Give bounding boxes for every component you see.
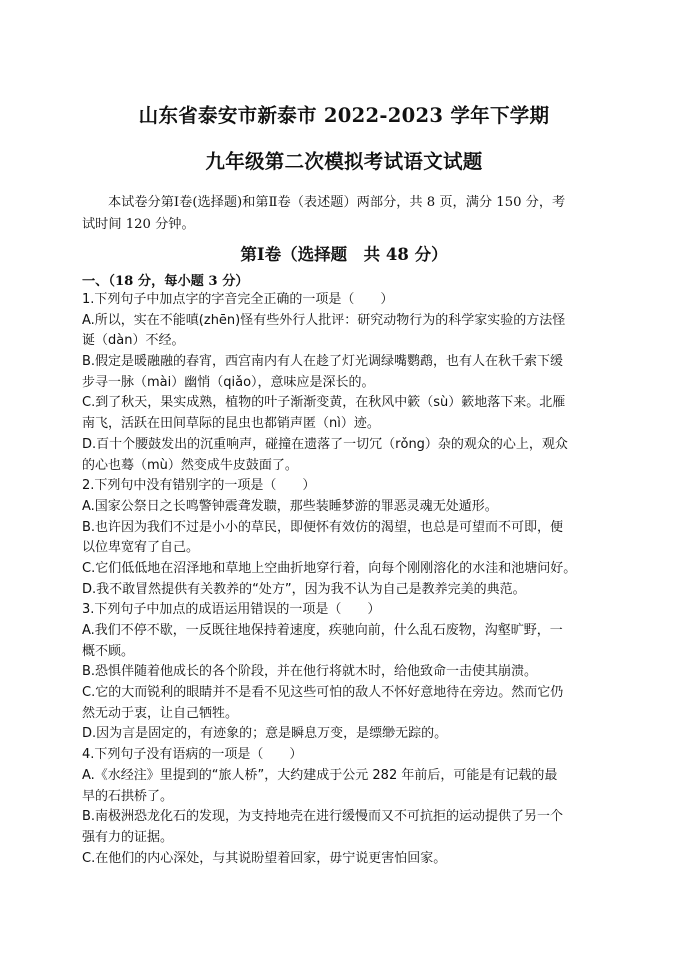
question-text-line: 南飞，活跃在田间草际的昆虫也都销声匿（nì）迹。 — [82, 416, 380, 432]
question-text-line: 然无动于衷，让自己牺牲。 — [82, 705, 239, 721]
part-heading: 一、（18 分，每小题 3 分） — [82, 274, 249, 289]
question-text-line: C.到了秋天，果实成熟，植物的叶子渐渐变黄，在秋风中簌（sù）簌地落下来。北雁 — [82, 395, 566, 411]
question-text-line: 强有力的证据。 — [82, 829, 174, 845]
instructions-line: 试时间 120 分钟。 — [82, 217, 195, 232]
question-text-line: C.它们低低地在沼泽地和草地上空曲折地穿行着，向每个刚刚溶化的水洼和池塘问好。 — [82, 560, 577, 576]
section-title: 第Ⅰ卷（选择题 共 48 分） — [240, 245, 448, 264]
exam-title-line2: 九年级第二次模拟考试语文试题 — [205, 150, 483, 173]
question-text-line: B.假定是暖融融的春宵，西宫南内有人在趁了灯光调绿嘴鹦鹉，也有人在秋千索下缓 — [82, 354, 564, 370]
question-text-line: 步寻一脉（mài）幽悄（qiǎo），意味应是深长的。 — [82, 374, 375, 390]
question-text-line: 概不顾。 — [82, 643, 135, 659]
question-text-line: 4.下列句子没有语病的一项是（ ） — [82, 747, 303, 763]
question-text-line: 以位卑宽宥了自己。 — [82, 540, 200, 556]
question-text-line: D.因为言是固定的，有迹象的；意是瞬息万变，是缥缈无踪的。 — [82, 726, 448, 742]
exam-instructions — [82, 192, 610, 236]
question-text-line: A.国家公祭日之长鸣警钟震聋发聩，那些装睡梦游的罪恶灵魂无处遁形。 — [82, 498, 498, 514]
question-text-line: 诞（dàn）不经。 — [82, 333, 185, 349]
question-text-line: B.恐惧伴随着他成长的各个阶段，并在他行将就木时，给他致命一击使其崩溃。 — [82, 664, 538, 680]
instructions-line: 本试卷分第Ⅰ卷(选择题)和第Ⅱ卷（表述题）两部分，共 8 页，满分 150 分，考 — [108, 195, 566, 210]
question-text-line: D.我不敢冒然提供有关教养的“处方”，因为我不认为自己是教养完美的典范。 — [82, 581, 526, 597]
question-text-line: A.《水经注》里提到的“旅人桥”，大约建成于公元 282 年前后，可能是有记载的最 — [82, 767, 558, 783]
question-body — [82, 290, 612, 869]
question-text-line: C.它的大而锐利的眼睛并不是看不见这些可怕的敌人不怀好意地待在旁边。然而它仍 — [82, 685, 564, 701]
question-text-line: B.也许因为我们不过是小小的草民，即便怀有效仿的渴望，也总是可望而不可即，便 — [82, 519, 564, 535]
question-text-line: B.南极洲恐龙化石的发现，为支持地壳在进行缓慢而又不可抗拒的运动提供了另一个 — [82, 809, 564, 825]
question-text-line: 2.下列句中没有错别字的一项是（ ） — [82, 478, 316, 494]
question-text-line: A.我们不停不歇，一反既往地保持着速度，疾驰向前，什么乱石废物，沟壑旷野，一 — [82, 623, 563, 638]
question-text-line: 的心也蓦（mù）然变成牛皮鼓面了。 — [82, 457, 298, 473]
question-text-line: 3.下列句子中加点的成语运用错误的一项是（ ） — [82, 602, 381, 618]
question-text-line: C.在他们的内心深处，与其说盼望着回家，毋宁说更害怕回家。 — [82, 850, 447, 866]
question-text-line: 早的石拱桥了。 — [82, 788, 174, 804]
question-text-line: A.所以，实在不能嗔(zhēn)怪有些外行人批评：研究动物行为的科学家实验的方法怪 — [82, 312, 566, 328]
question-text-line: 1.下列句子中加点字的字音完全正确的一项是（ ） — [82, 292, 394, 307]
question-text-line: D.百十个腰鼓发出的沉重响声，碰撞在遗落了一切冗（rǒng）杂的观众的心上，观众 — [82, 436, 568, 452]
exam-title-line1: 山东省泰安市新泰市 2022-2023 学年下学期 — [138, 104, 550, 127]
